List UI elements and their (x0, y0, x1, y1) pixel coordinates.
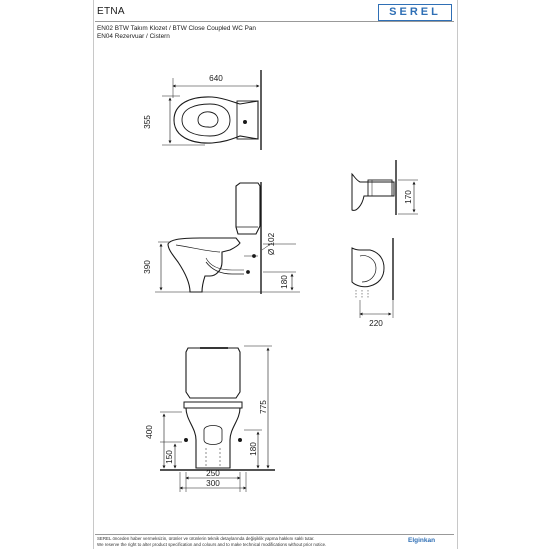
dim-detail-width: 220 (369, 319, 383, 328)
footer-notice-tr: SEREL önceden haber vermeksizin, ürünler ve ürünlerin teknik detaylarında değişiklik yapma hakkını saklı tutar. (97, 536, 315, 541)
detail-view-upper (352, 160, 418, 215)
side-view (155, 182, 300, 294)
dim-front-base-width: 300 (206, 479, 220, 488)
dim-front-total-height: 775 (259, 400, 268, 414)
footer-rule (95, 534, 454, 535)
footer-notice-en: We reserve the right to alter product specification and colours and to make technical modifications without prior notice. (97, 542, 327, 547)
dim-side-height: 390 (143, 260, 152, 274)
dim-outlet-diameter: Ø 102 (267, 232, 276, 256)
dim-outlet-height: 180 (280, 275, 289, 289)
distributor-logo: Elginkan (408, 537, 436, 544)
dim-top-width: 640 (209, 74, 223, 83)
product-line-2: EN04 Rezervuar / Cistern (97, 33, 170, 40)
dim-front-outlet-height: 180 (249, 442, 258, 456)
dim-front-fix-width: 250 (206, 469, 220, 478)
product-line-1: EN02 BTW Takım Klozet / BTW Close Coupled WC Pan (97, 25, 256, 32)
dim-top-depth: 355 (143, 115, 152, 129)
dim-front-fix-height: 150 (165, 450, 174, 464)
dim-detail-height: 170 (404, 190, 413, 204)
product-name: ETNA (97, 6, 125, 17)
dim-front-pan-height: 400 (145, 425, 154, 439)
detail-view-lower (352, 238, 393, 318)
brand-logo: SEREL (378, 4, 452, 21)
